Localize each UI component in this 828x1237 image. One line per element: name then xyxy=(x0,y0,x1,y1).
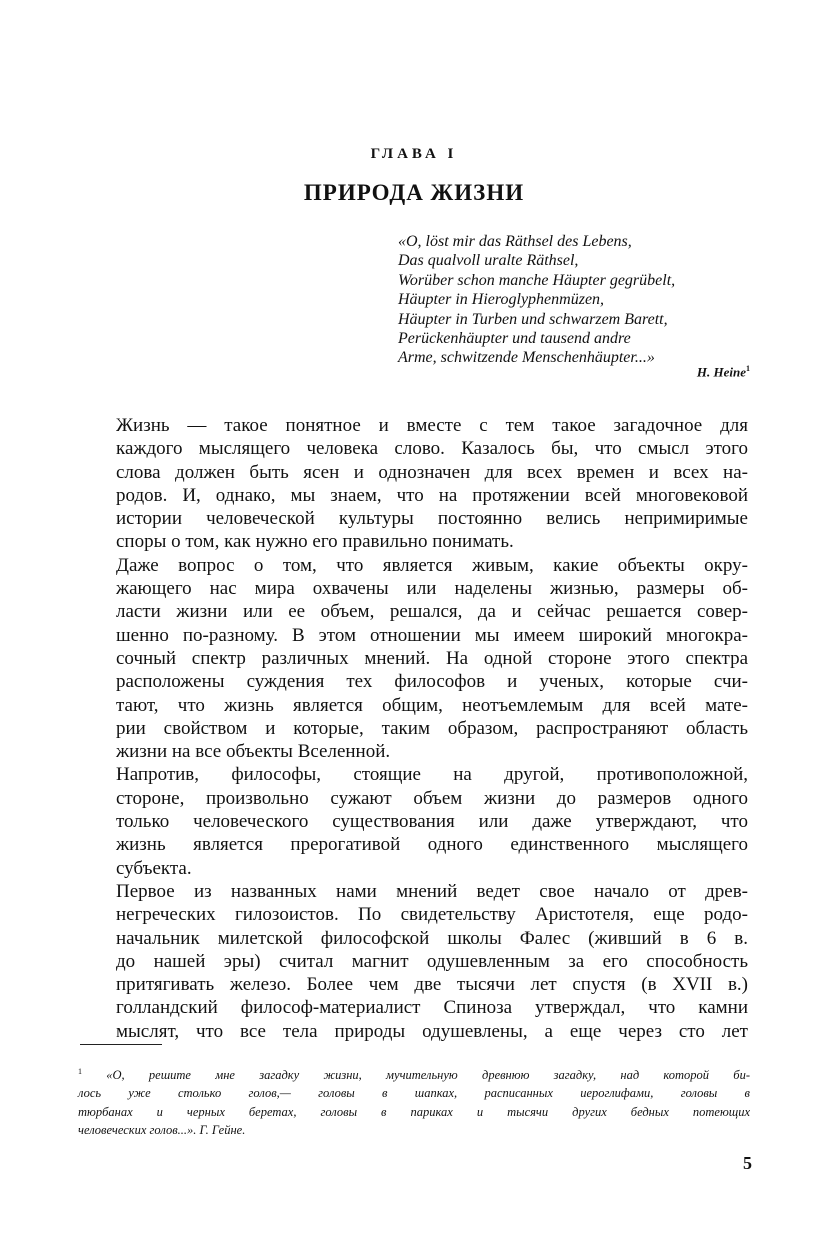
paragraph xyxy=(116,880,748,1043)
text-line: притягивать железо. Более чем две тысячи лет спустя (в XVII в.) xyxy=(116,974,748,996)
epigraph-author xyxy=(600,364,750,380)
chapter-title: ПРИРОДА ЖИЗНИ xyxy=(303,180,525,205)
epigraph-author-name: H. Heine xyxy=(696,364,746,380)
text-line: только человеческого существования или даже утверждают, что xyxy=(116,811,748,833)
text-line: истории человеческой культуры постоянно велись непримиримые xyxy=(116,508,748,530)
text-line: Жизнь — такое понятное и вместе с тем такое загадочное для xyxy=(116,415,748,436)
footnote xyxy=(78,1063,750,1139)
text-line: голландский философ-материалист Спиноза утверждал, что камни xyxy=(116,997,748,1019)
epigraph-line: Häupter in Hieroglyphenmüzen, xyxy=(398,291,605,309)
epigraph-line: Häupter in Turben und schwarzem Barett, xyxy=(398,310,668,328)
text-line: рии свойством и которые, таким образом, распространяют область xyxy=(116,717,748,739)
epigraph-line: Perückenhäupter und tausend andre xyxy=(398,330,631,348)
text-line: жающего нас мира охвачены или наделены жизнью, размеры об- xyxy=(116,578,748,600)
text-line: стороне, произвольно сужают объем жизни до размеров одного xyxy=(116,787,748,809)
text-line: тают, что жизнь является общим, неотъемлемым для всей мате- xyxy=(116,694,748,716)
text-line: до нашей эры) считал магнит одушевленным за его способность xyxy=(116,950,748,972)
footnote-line: тюрбанах и черных беретах, головы в париках и тысячи других бедных потеющих xyxy=(78,1104,750,1119)
text-line: Первое из названных нами мнений ведет свое начало от древ- xyxy=(116,880,748,902)
epigraph-line: Worüber schon manche Häupter gegrübelt, xyxy=(398,271,676,289)
text-line: Напротив, философы, стоящие на другой, противоположной, xyxy=(116,764,748,786)
footnote-line xyxy=(78,1063,750,1084)
text-line: шенно по-разному. В этом отношении мы имеем широкий многокра- xyxy=(116,624,748,646)
paragraph xyxy=(116,763,748,879)
footnote-line: лось уже столько голов,— головы в шапках, расписанных иероглифами, головы в xyxy=(78,1086,750,1101)
body-text xyxy=(116,414,748,1043)
paragraph xyxy=(116,554,748,764)
footnote-divider xyxy=(80,1044,162,1045)
text-line: негреческих гилозоистов. По свидетельству Аристотеля, еще родо- xyxy=(116,904,748,926)
epigraph xyxy=(398,232,758,368)
footnote-line-text: «О, решите мне загадку жизни, мучительную древнюю загадку, над которой би- xyxy=(106,1068,751,1083)
epigraph-line: Arme, schwitzende Menschenhäupter...» xyxy=(398,349,655,367)
chapter-label: ГЛАВА I xyxy=(370,146,458,162)
text-line: сочный спектр различных мнений. На одной стороне этого спектра xyxy=(116,647,748,669)
text-line: мыслят, что все тела природы одушевлены, а еще через сто лет xyxy=(116,1020,748,1042)
footnote-line: человеческих голов...». Г. Гейне. xyxy=(78,1123,246,1138)
text-line: ласти жизни или ее объем, решался, да и сейчас решается совер- xyxy=(116,601,748,623)
text-line: расположены суждения тех философов и ученых, которые счи- xyxy=(116,671,748,693)
epigraph-line: Das qualvoll uralte Räthsel, xyxy=(398,252,579,270)
text-line: споры о том, как нужно его правильно понимать. xyxy=(116,531,514,553)
text-line: начальник милетской философской школы Фалес (живший в 6 в. xyxy=(116,927,748,949)
text-line: субъекта. xyxy=(116,857,192,879)
text-line: Даже вопрос о том, что является живым, какие объекты окру- xyxy=(116,554,748,576)
page-number: 5 xyxy=(743,1153,752,1173)
footnote-mark: 1 xyxy=(78,1067,82,1076)
text-line: каждого мыслящего человека слово. Казалось бы, что смысл этого xyxy=(116,438,748,460)
text-line: слова должен быть ясен и однозначен для всех времен и всех на- xyxy=(116,461,748,483)
text-line: родов. И, однако, мы знаем, что на протяжении всей многовековой xyxy=(116,484,748,506)
epigraph-line: «O, löst mir das Räthsel des Lebens, xyxy=(398,233,632,250)
text-line: жизни на все объекты Вселенной. xyxy=(116,741,391,763)
text-line: жизнь является прерогативой одного единственного мыслящего xyxy=(116,834,748,856)
footnote-reference: 1 xyxy=(746,364,750,373)
paragraph xyxy=(116,414,748,554)
